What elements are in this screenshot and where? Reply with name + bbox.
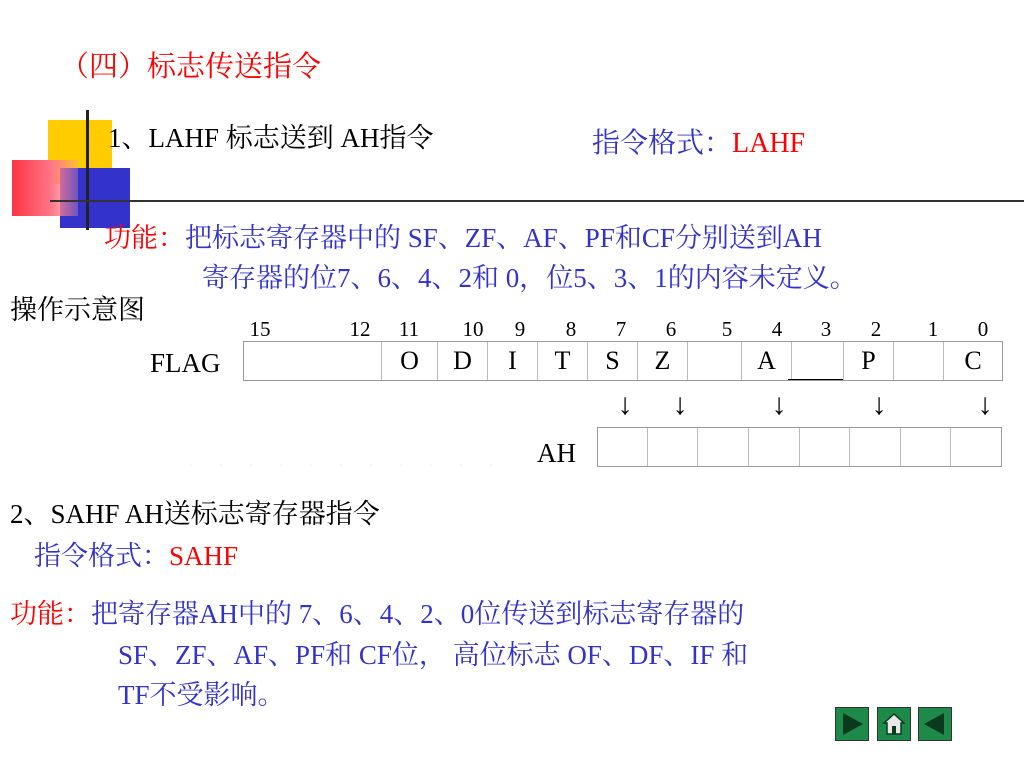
play-left-icon: [922, 711, 948, 737]
lahf-heading: 1、LAHF 标志送到 AH指令: [108, 123, 434, 153]
flag-cell-af: A: [742, 342, 792, 380]
sahf-function-line3: TF不受影响。: [118, 680, 285, 710]
decorative-red-square: [12, 160, 78, 216]
sahf-function-label: 功能：: [10, 599, 91, 629]
lahf-format-label: 指令格式：: [592, 128, 733, 159]
ah-register: [597, 427, 1002, 467]
ah-cell: [648, 428, 698, 466]
sahf-function-text1: 把寄存器AH中的 7、6、4、2、0位传送到标志寄存器的: [91, 599, 745, 629]
down-arrow-icon: ↓: [977, 388, 993, 421]
decorative-horizontal-line: [50, 200, 1024, 202]
flag-cell-high: [244, 342, 382, 380]
bit-number: 2: [870, 317, 882, 341]
sahf-format: [34, 534, 238, 573]
ah-cell: [749, 428, 800, 466]
sahf-function-line2: SF、ZF、AF、PF和 CF位， 高位标志 OF、DF、IF 和: [118, 640, 749, 670]
section-title: （四）标志传送指令: [60, 51, 322, 83]
lahf-format: [592, 121, 805, 161]
bit-number: 7: [615, 317, 627, 341]
flag-cell-of: O: [382, 342, 438, 380]
down-arrow-icon: ↓: [871, 388, 887, 421]
flag-register: [243, 341, 1003, 381]
flag-cell-bit3: [792, 342, 844, 380]
flag-cell-df: D: [438, 342, 488, 380]
flag-cell-pf: P: [844, 342, 894, 380]
sahf-heading: 2、SAHF AH送标志寄存器指令: [10, 499, 380, 529]
ah-cell: [800, 428, 850, 466]
sahf-function-line1: [10, 592, 744, 631]
lahf-function-text1: 把标志寄存器中的 SF、ZF、AF、PF和CF分别送到AH: [185, 223, 822, 253]
flag-cell-sf: S: [588, 342, 638, 380]
lahf-function-label: 功能：: [104, 223, 185, 253]
bit-number: 8: [565, 317, 577, 341]
bit-number: 5: [721, 317, 733, 341]
down-arrow-icon: ↓: [771, 388, 787, 421]
bit-number: 0: [977, 317, 989, 341]
sahf-format-value: SAHF: [169, 541, 239, 571]
down-arrow-icon: ↓: [617, 388, 633, 421]
flag-cell-bit1: [894, 342, 944, 380]
bit-number: 9: [514, 317, 526, 341]
ah-cell: [598, 428, 648, 466]
down-arrow-icon: ↓: [672, 388, 688, 421]
underline-mark: [788, 379, 843, 380]
previous-button[interactable]: [918, 707, 952, 741]
bit-number: 4: [771, 317, 783, 341]
flag-label: FLAG: [150, 348, 221, 378]
bit-number: 15: [249, 317, 271, 341]
home-icon: [881, 711, 907, 737]
ah-cell: [951, 428, 1001, 466]
flag-cell-bit5: [688, 342, 742, 380]
bit-number: 1: [927, 317, 939, 341]
lahf-function-line1: [104, 216, 822, 255]
sahf-format-label: 指令格式：: [34, 541, 169, 571]
ah-cell: [901, 428, 951, 466]
play-right-icon: [839, 711, 865, 737]
ah-cell: [698, 428, 749, 466]
home-button[interactable]: [877, 707, 911, 741]
flag-cell-if: I: [488, 342, 538, 380]
flag-cell-cf: C: [964, 346, 982, 375]
decorative-vertical-line: [86, 110, 89, 230]
lahf-function-line2: 寄存器的位7、6、4、2和 0，位5、3、1的内容未定义。: [202, 263, 857, 293]
ah-label: AH: [537, 438, 576, 468]
lahf-format-value: LAHF: [732, 128, 806, 159]
next-button[interactable]: [835, 707, 869, 741]
decorative-dotted-line: [176, 462, 496, 468]
bit-number: 12: [349, 317, 371, 341]
ah-cell: [850, 428, 901, 466]
diagram-caption: 操作示意图: [10, 295, 145, 325]
flag-cell-tf: T: [538, 342, 588, 380]
bit-number: 11: [398, 317, 420, 341]
bit-number: 3: [820, 317, 832, 341]
bit-number: 10: [462, 317, 484, 341]
bit-number: 6: [665, 317, 677, 341]
flag-cell-zf: Z: [638, 342, 688, 380]
